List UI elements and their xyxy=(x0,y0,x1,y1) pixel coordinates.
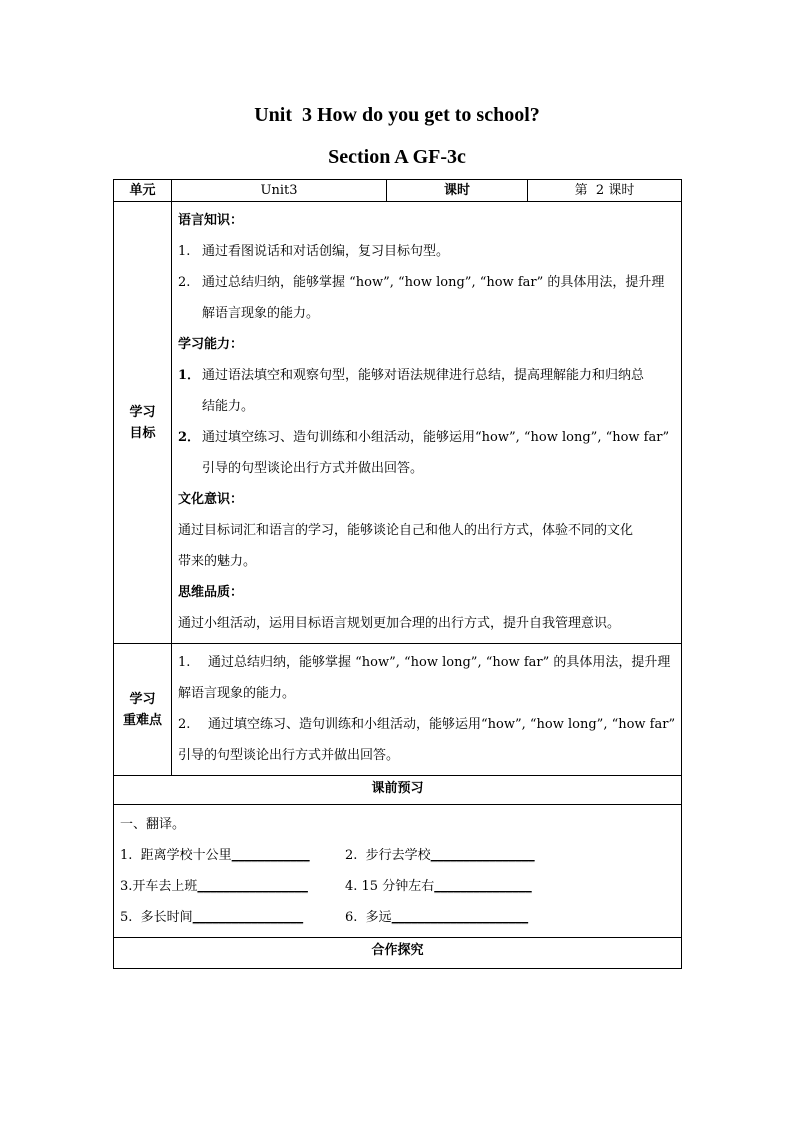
key-points-label-line1: 学习 xyxy=(129,691,156,707)
preview-banner: 课前预习 xyxy=(114,776,682,805)
unit-label: 单元 xyxy=(114,180,172,202)
document-subtitle: Section A GF-3c xyxy=(328,146,466,168)
cultural-awareness-heading: 文化意识： xyxy=(178,492,244,507)
preview-banner-row xyxy=(114,776,682,805)
learning-goals-row xyxy=(114,202,682,644)
translation-row-3 xyxy=(120,902,675,933)
language-knowledge-item-2-cont: 解语言现象的能力。 xyxy=(202,306,320,321)
learning-ability-heading: 学习能力： xyxy=(178,337,244,352)
translation-item-5: 5. 多长时间_________________ xyxy=(120,910,304,925)
key-point-item-2: 2. 通过填空练习、造句训练和小组活动，能够运用“how”, “how long”, “how far” xyxy=(178,717,676,732)
thinking-quality-text: 通过小组活动，运用目标语言规划更加合理的出行方式，提升自我管理意识。 xyxy=(178,616,621,631)
learning-ability-item-1-cont: 结能力。 xyxy=(202,399,255,414)
key-point-item-1: 1. 通过总结归纳，能够掌握 “how”, “how long”, “how far” 的具体用法，提升理 xyxy=(178,655,671,670)
translation-heading: 一、翻译。 xyxy=(120,817,186,832)
learning-goals-content xyxy=(172,202,682,644)
cooperation-banner: 合作探究 xyxy=(114,938,682,969)
lesson-label: 课时 xyxy=(387,180,528,202)
key-point-item-2-cont: 引导的句型谈论出行方式并做出回答。 xyxy=(178,748,400,763)
cultural-awareness-text: 通过目标词汇和语言的学习，能够谈论自己和他人的出行方式，体验不同的文化 xyxy=(178,523,634,538)
translation-row-2 xyxy=(120,871,675,902)
key-point-item-1-cont: 解语言现象的能力。 xyxy=(178,686,296,701)
language-knowledge-heading: 语言知识： xyxy=(178,213,244,228)
translation-row-1 xyxy=(120,840,675,871)
translation-item-6: 6. 多远_____________________ xyxy=(345,910,529,925)
learning-ability-item-2-cont: 引导的句型谈论出行方式并做出回答。 xyxy=(202,461,424,476)
goals-label-line1: 学习 xyxy=(129,404,156,420)
key-points-label xyxy=(114,644,172,776)
goals-label-line2: 目标 xyxy=(129,425,156,441)
learning-goals-label xyxy=(114,202,172,644)
language-knowledge-item-2: 2. 通过总结归纳，能够掌握 “how”, “how long”, “how far” 的具体用法，提升理 xyxy=(178,275,665,290)
translation-item-2: 2. 步行去学校________________ xyxy=(345,848,535,863)
translation-item-3: 3.开车去上班_________________ xyxy=(120,879,308,894)
translation-item-1: 1. 距离学校十公里____________ xyxy=(120,848,310,863)
preview-content xyxy=(114,805,682,938)
key-points-label-line2: 重难点 xyxy=(122,712,162,728)
lesson-plan-table xyxy=(113,179,682,969)
lesson-value: 第 2 课时 xyxy=(528,180,682,202)
unit-value: Unit3 xyxy=(172,180,387,202)
learning-ability-item-1: 1． 通过语法填空和观察句型，能够对语法规律进行总结，提高理解能力和归纳总 xyxy=(178,368,645,383)
key-points-content xyxy=(172,644,682,776)
cultural-awareness-text-cont: 带来的魅力。 xyxy=(178,554,257,569)
language-knowledge-item-1: 1. 通过看图说话和对话创编，复习目标句型。 xyxy=(178,244,450,259)
translation-item-4: 4. 15 分钟左右_______________ xyxy=(345,879,532,894)
cooperation-banner-row xyxy=(114,938,682,969)
document-title: Unit 3 How do you get to school? xyxy=(254,104,540,126)
preview-content-row xyxy=(114,805,682,938)
key-points-row xyxy=(114,644,682,776)
header-row xyxy=(114,180,682,202)
thinking-quality-heading: 思维品质： xyxy=(178,585,244,600)
learning-ability-item-2: 2． 通过填空练习、造句训练和小组活动，能够运用“how”, “how long”, “how far” xyxy=(178,430,670,445)
